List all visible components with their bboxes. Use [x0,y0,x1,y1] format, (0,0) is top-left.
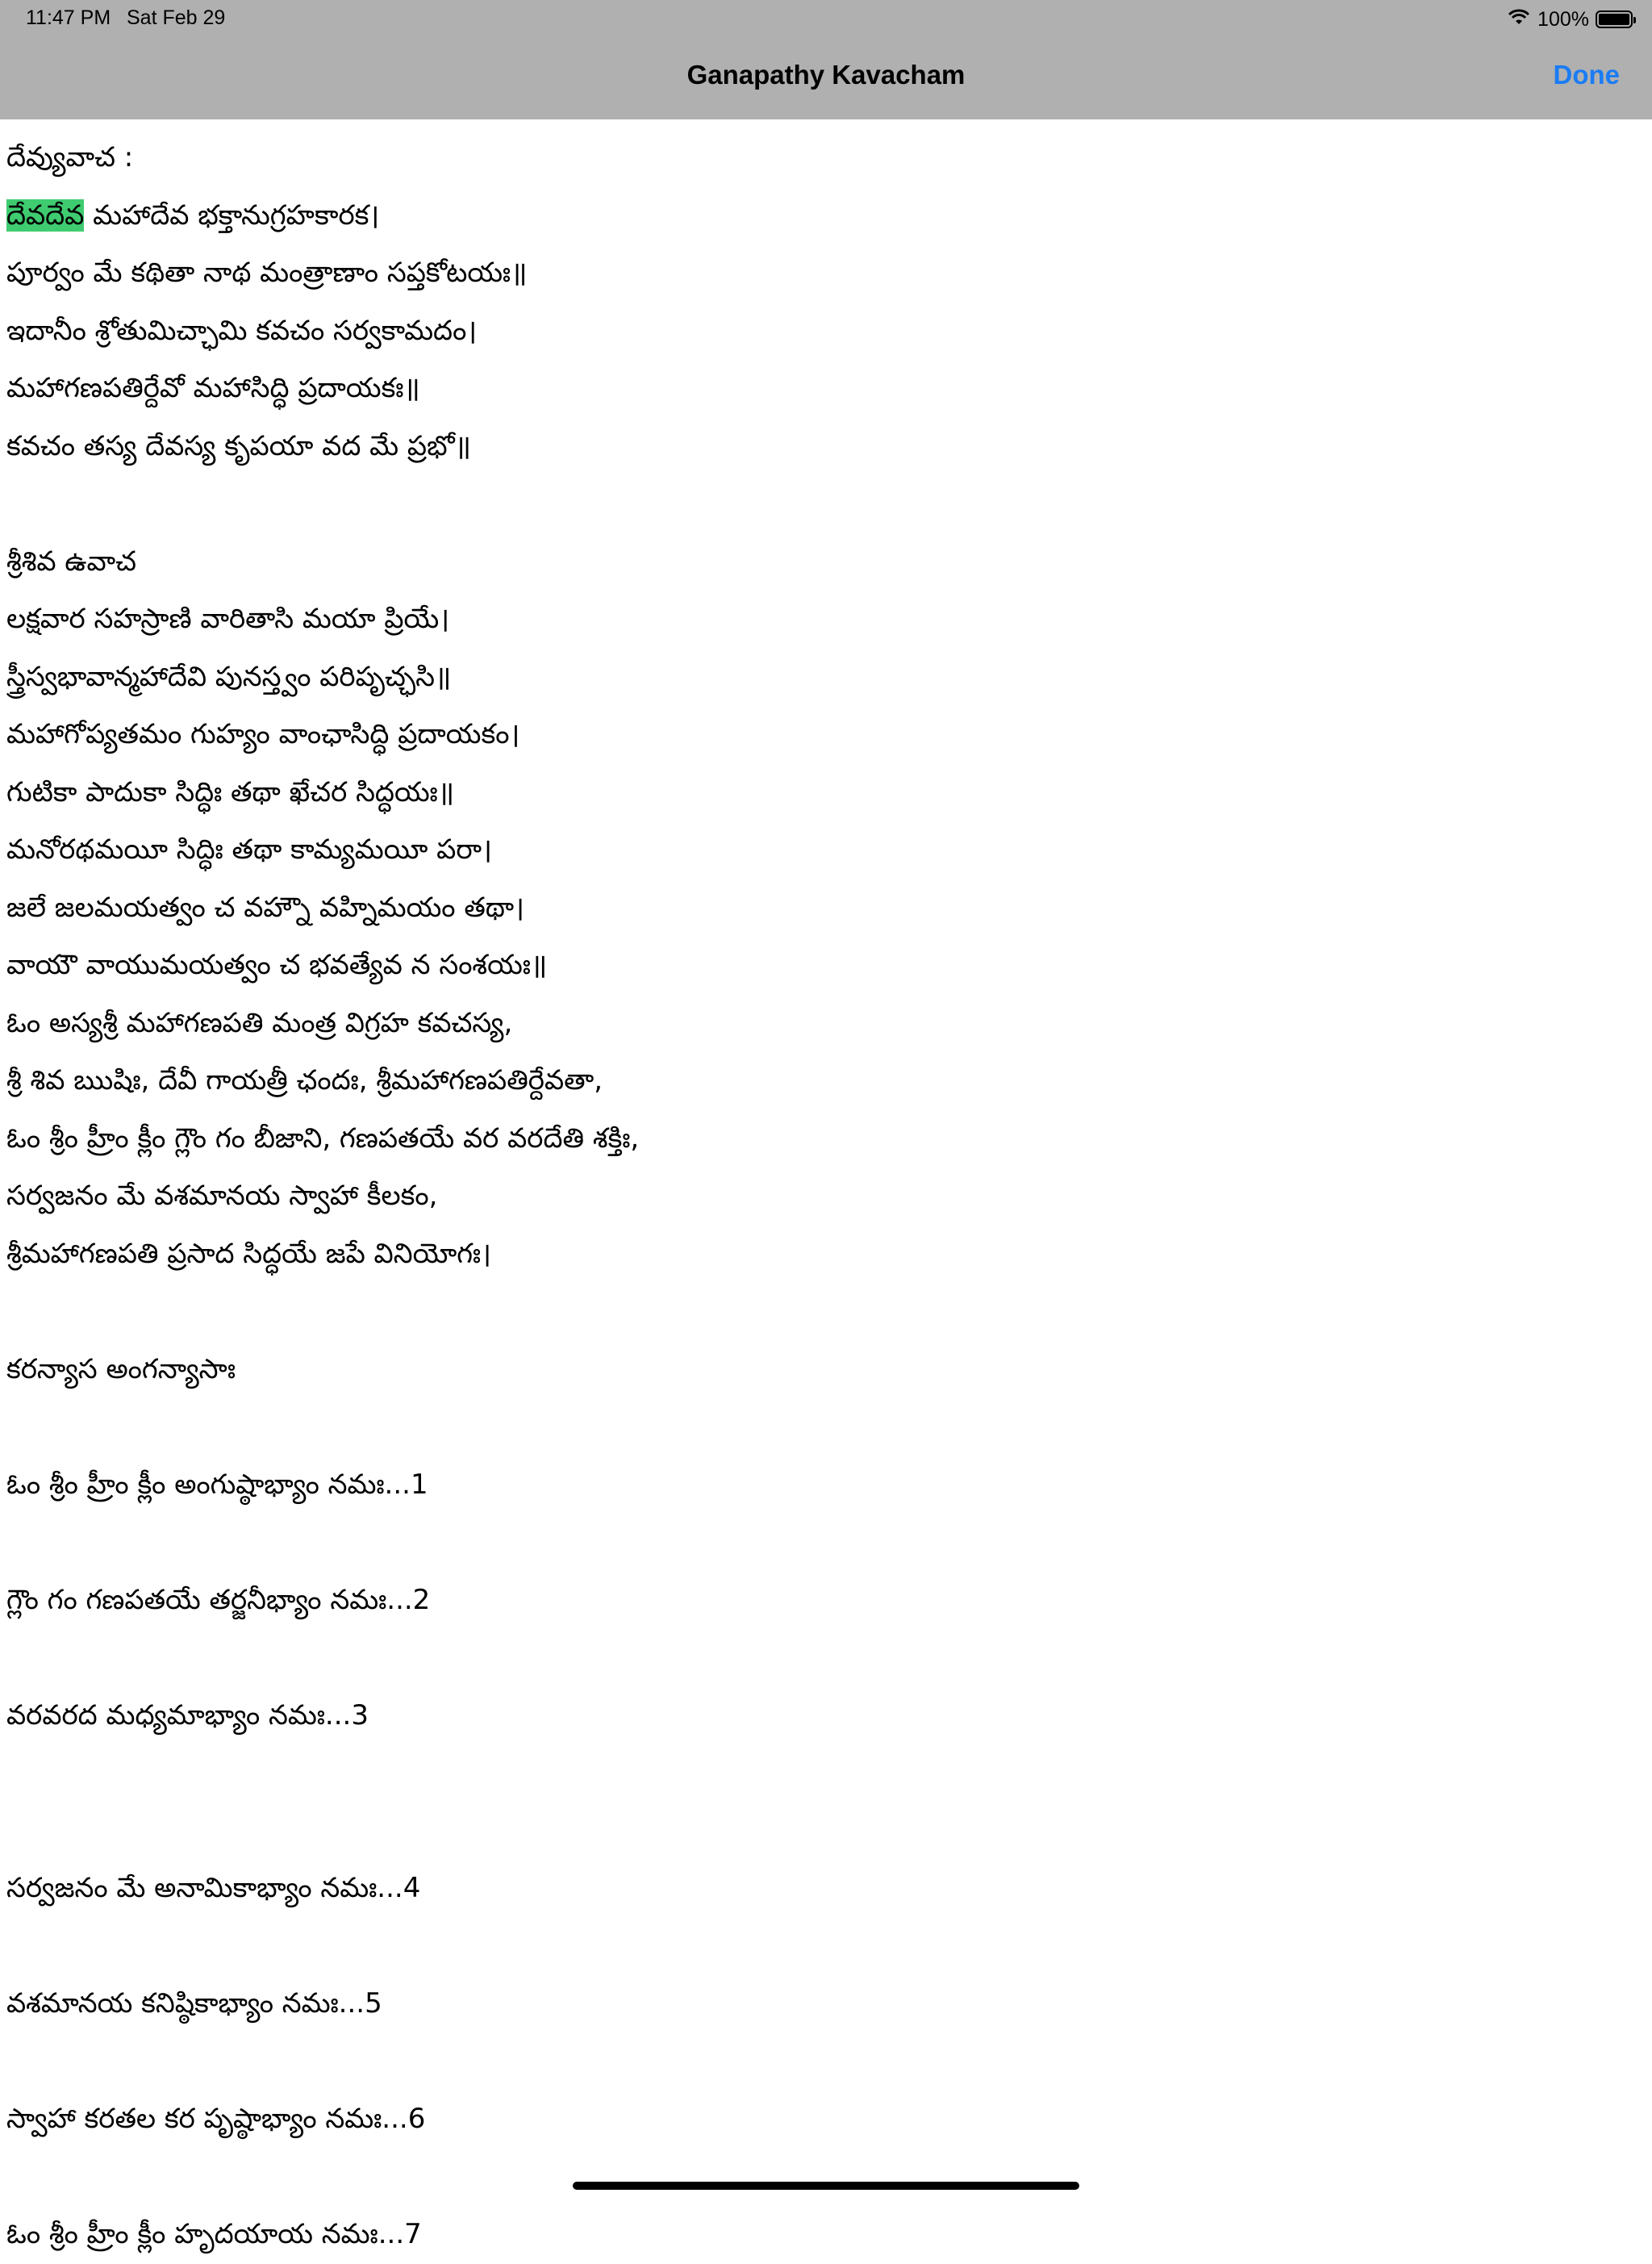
text-line: శ్రీ శివ ఋషిః, దేవీ గాయత్రీ ఛందః, శ్రీమహాగణపతిర్దేవతా, [6,1064,603,1096]
text-line: కవచం తస్య దేవస్య కృపయా వద మే ప్రభో॥ [6,429,472,462]
battery-fill [1599,14,1629,25]
text-line: ఓం శ్రీం హ్రీం క్లీం హృదయాయ నమః...7 [6,2218,422,2250]
text-line [6,2033,1636,2091]
line-text: మహాదేవ భక్తానుగ్రహకారక। [84,198,380,232]
text-line: గుటికా పాదుకా సిద్ధిః తథా ఖేచర సిద్ధయః॥ [6,775,455,808]
text-line: స్వాహా కరతల కర పృష్ఠాభ్యాం నమః...6 [6,2103,426,2135]
battery-percent: 100% [1537,7,1589,31]
text-line: శ్రీశివ ఉవాచ [6,545,136,578]
text-line [6,1398,1636,1456]
text-line: మహాగోప్యతమం గుహ్యం వాంఛాసిద్ధి ప్రదాయకం। [6,718,520,750]
text-line: గ్లౌం గం గణపతయే తర్జనీభ్యాం నమః...2 [6,1583,431,1616]
text-line: దేవ్యువాచ : [6,141,134,173]
text-line [6,1283,1636,1341]
text-line: వశమానయ కనిష్ఠికాభ్యాం నమః...5 [6,1987,382,2020]
text-line: వాయౌ వాయుమయత్వం చ భవత్యేవ న సంశయః॥ [6,949,548,981]
text-lines [6,129,1636,2264]
navigation-bar [0,0,1652,119]
home-indicator[interactable] [573,2182,1079,2190]
text-line: ఓం శ్రీం హ్రీం క్లీం గ్లౌం గం బీజాని, గణపతయే వర వరదేతి శక్తిః, [6,1122,640,1155]
text-line [6,1629,1636,1687]
text-line: శ్రీమహాగణపతి ప్రసాద సిద్ధయే జపే వినియోగః। [6,1237,491,1270]
wifi-icon [1507,8,1531,31]
text-line: పూర్వం మే కథితా నాథ మంత్రాణాం సప్తకోటయః॥ [6,257,528,289]
text-line: మహాగణపతిర్దేవో మహాసిద్ధి ప్రదాయకః॥ [6,372,420,404]
text-line: ఓం శ్రీం హ్రీం క్లీం అంగుష్ఠాభ్యాం నమః...1 [6,1468,428,1501]
text-line: వరవరద మధ్యమాభ్యాం నమః...3 [6,1698,369,1731]
status-date: Sat Feb 29 [127,6,226,29]
text-line: ఇదానీం శ్రోతుమిచ్ఛామి కవచం సర్వకామదం। [6,314,478,347]
text-line [6,1744,1636,1802]
text-line [6,475,1636,533]
text-line: కరన్యాస అంగన్యాసాః [6,1352,236,1385]
text-line: ఓం అస్యశ్రీ మహాగణపతి మంత్ర విగ్రహ కవచస్య, [6,1006,513,1039]
text-line: జలే జలమయత్వం చ వహ్నౌ వహ్నిమయం తథా। [6,891,525,924]
status-indicators [1507,5,1633,34]
text-line: సర్వజనం మే వశమానయ స్వాహా కీలకం, [6,1180,438,1212]
page-title: Ganapathy Kavacham [686,60,966,90]
status-time: 11:47 PM [26,6,111,29]
text-line [6,2149,1636,2207]
text-line [6,1514,1636,1572]
highlighted-word[interactable]: దేవదేవ [6,198,85,232]
text-line [6,1802,1636,1861]
text-line: సర్వజనం మే అనామికాభ్యాం నమః...4 [6,1872,421,1904]
text-line: మనోరథమయీ సిద్ధిః తథా కామ్యమయీ పరా। [6,833,493,866]
text-view[interactable] [6,129,1636,2250]
text-line: లక్షవార సహస్రాణి వారితాసి మయా ప్రియే। [6,603,450,635]
text-line [6,1918,1636,1976]
battery-icon [1596,10,1633,28]
text-line: స్త్రీస్వభావాన్మహాదేవి పునస్త్వం పరిపృచ్ఛసి॥ [6,660,452,693]
done-button[interactable]: Done [1553,60,1620,90]
text-line [6,187,1636,245]
